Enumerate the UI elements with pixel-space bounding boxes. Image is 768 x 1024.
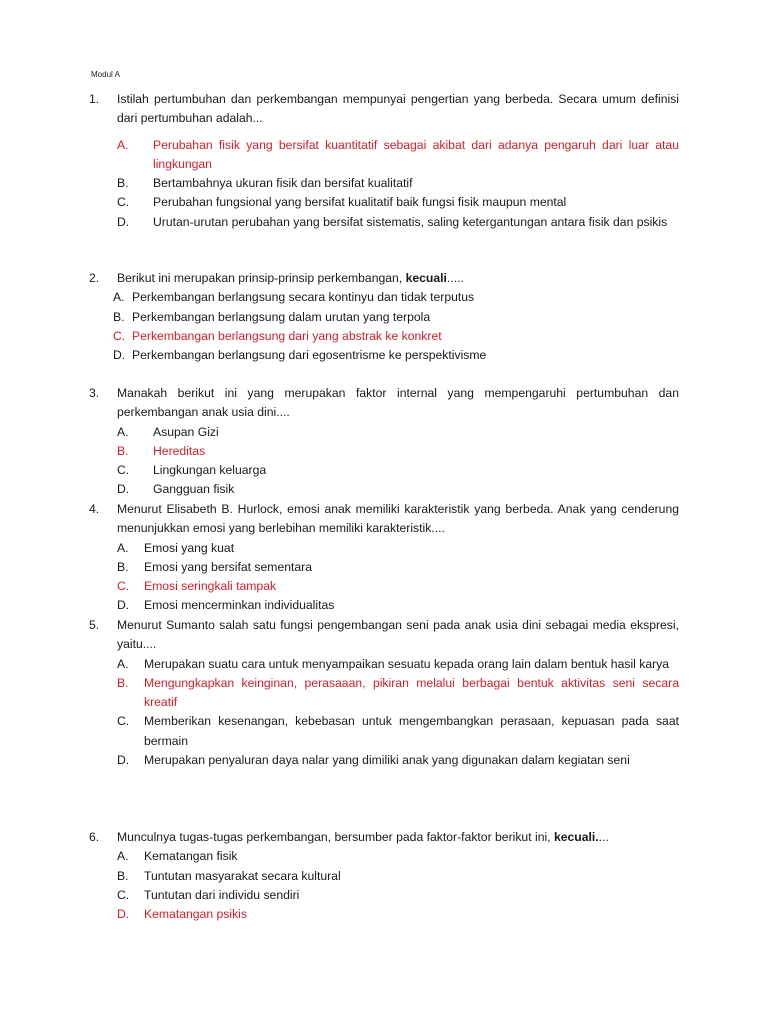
option-a bbox=[117, 655, 679, 674]
option-label: A. bbox=[117, 656, 129, 671]
option-list bbox=[89, 288, 679, 365]
option-d bbox=[117, 751, 679, 770]
option-text: Kematangan psikis bbox=[144, 907, 247, 922]
option-text: Perkembangan berlangsung dari yang abstrak ke konkret bbox=[132, 328, 442, 343]
option-label: A. bbox=[117, 849, 129, 864]
keyword-kecuali: kecuali. bbox=[553, 830, 599, 844]
question-number: 6. bbox=[89, 830, 100, 844]
option-list bbox=[89, 423, 679, 500]
question-text: Munculnya tugas-tugas perkembangan, bersumber pada faktor-faktor berikut ini, kecuali.... bbox=[117, 830, 609, 844]
option-b bbox=[117, 867, 679, 886]
option-text: Merupakan penyaluran daya nalar yang dimiliki anak yang digunakan dalam kegiatan seni bbox=[144, 753, 630, 768]
option-text: Urutan-urutan perubahan yang bersifat sistematis, saling ketergantungan antara fisik dan psikis bbox=[153, 214, 668, 229]
option-label: C. bbox=[117, 195, 130, 210]
option-d bbox=[117, 905, 679, 924]
question-number: 3. bbox=[89, 386, 100, 400]
option-text: Kematangan fisik bbox=[144, 849, 238, 864]
option-label: B. bbox=[117, 443, 129, 458]
question-5 bbox=[89, 616, 679, 770]
option-text: Merupakan suatu cara untuk menyampaikan sesuatu kepada orang lain dalam bentuk hasil karya bbox=[144, 656, 670, 671]
option-label: B. bbox=[117, 868, 129, 883]
option-label: C. bbox=[117, 714, 130, 729]
question-number: 4. bbox=[89, 502, 100, 516]
option-label: B. bbox=[117, 675, 129, 690]
option-label: D. bbox=[117, 753, 130, 768]
option-text: Emosi mencerminkan individualitas bbox=[144, 598, 335, 613]
option-c bbox=[117, 712, 679, 751]
option-label: D. bbox=[117, 214, 130, 229]
option-c bbox=[117, 461, 679, 480]
question-4 bbox=[89, 500, 679, 616]
option-label: B. bbox=[113, 309, 125, 324]
option-label: D. bbox=[117, 482, 130, 497]
question-3 bbox=[89, 384, 679, 500]
option-label: D. bbox=[117, 598, 130, 613]
option-b bbox=[117, 674, 679, 713]
option-d bbox=[117, 213, 679, 232]
option-d bbox=[117, 596, 679, 615]
option-list bbox=[89, 136, 679, 232]
option-text: Mengungkapkan keinginan, perasaaan, pikiran melalui berbagai bentuk aktivitas seni secara kreatif bbox=[144, 675, 679, 710]
option-label: C. bbox=[117, 887, 130, 902]
option-a bbox=[113, 288, 679, 307]
module-header: Modul A bbox=[91, 70, 120, 79]
option-text: Lingkungan keluarga bbox=[153, 463, 267, 478]
question-number: 2. bbox=[89, 271, 100, 285]
option-d bbox=[113, 346, 679, 365]
question-number: 1. bbox=[89, 92, 100, 106]
option-text: Emosi yang bersifat sementara bbox=[144, 559, 312, 574]
option-label: A. bbox=[117, 137, 129, 152]
option-label: C. bbox=[117, 579, 130, 594]
option-text: Emosi seringkali tampak bbox=[144, 579, 277, 594]
keyword-kecuali: kecuali bbox=[405, 271, 447, 285]
option-label: C. bbox=[113, 328, 126, 343]
option-c bbox=[117, 886, 679, 905]
option-b bbox=[117, 174, 679, 193]
option-list bbox=[89, 847, 679, 924]
option-text: Asupan Gizi bbox=[153, 424, 219, 439]
option-text: Gangguan fisik bbox=[153, 482, 235, 497]
question-text: Menurut Sumanto salah satu fungsi pengembangan seni pada anak usia dini sebagai media ekspresi, yaitu.... bbox=[117, 618, 679, 652]
question-text: Menurut Elisabeth B. Hurlock, emosi anak memiliki karakteristik yang berbeda. Anak yang cenderung menunjukkan emosi yang berlebihan memiliki karakteristik.... bbox=[117, 502, 679, 536]
question-number: 5. bbox=[89, 618, 100, 632]
option-c bbox=[113, 327, 679, 346]
option-label: D. bbox=[113, 348, 126, 363]
option-text: Tuntutan masyarakat secara kultural bbox=[144, 868, 341, 883]
option-b bbox=[117, 442, 679, 461]
question-text: Istilah pertumbuhan dan perkembangan mempunyai pengertian yang berbeda. Secara umum definisi dari pertumbuhan adalah... bbox=[117, 92, 679, 126]
option-text: Perkembangan berlangsung secara kontinyu dan tidak terputus bbox=[132, 290, 475, 305]
option-c bbox=[117, 577, 679, 596]
option-a bbox=[117, 539, 679, 558]
question-text: Berikut ini merupakan prinsip-prinsip perkembangan, kecuali..... bbox=[117, 271, 464, 285]
option-b bbox=[117, 558, 679, 577]
option-label: C. bbox=[117, 463, 130, 478]
question-1 bbox=[89, 90, 679, 232]
option-text: Emosi yang kuat bbox=[144, 540, 235, 555]
question-text: Manakah berikut ini yang merupakan faktor internal yang mempengaruhi pertumbuhan dan perkembangan anak usia dini.... bbox=[117, 386, 679, 420]
option-text: Perubahan fungsional yang bersifat kualitatif baik fungsi fisik maupun mental bbox=[153, 195, 567, 210]
option-label: B. bbox=[117, 176, 129, 191]
question-2 bbox=[89, 269, 679, 365]
option-label: A. bbox=[113, 290, 125, 305]
option-text: Tuntutan dari individu sendiri bbox=[144, 887, 300, 902]
option-label: B. bbox=[117, 559, 129, 574]
option-text: Hereditas bbox=[153, 443, 206, 458]
option-text: Perkembangan berlangsung dalam urutan yang terpola bbox=[132, 309, 431, 324]
option-text: Memberikan kesenangan, kebebasan untuk mengembangkan perasaan, kepuasan pada saat bermain bbox=[144, 714, 679, 748]
option-label: A. bbox=[117, 424, 129, 439]
question-6 bbox=[89, 828, 679, 924]
option-text: Perubahan fisik yang bersifat kuantitatif sebagai akibat dari adanya pengaruh dari luar atau lingkungan bbox=[153, 137, 679, 171]
option-text: Bertambahnya ukuran fisik dan bersifat kualitatif bbox=[153, 176, 413, 191]
option-a bbox=[117, 847, 679, 866]
option-list bbox=[89, 539, 679, 616]
option-a bbox=[117, 423, 679, 442]
option-list bbox=[89, 655, 679, 771]
option-c bbox=[117, 193, 679, 212]
option-label: D. bbox=[117, 907, 130, 922]
option-a bbox=[117, 136, 679, 175]
option-b bbox=[113, 308, 679, 327]
option-label: A. bbox=[117, 540, 129, 555]
option-text: Perkembangan berlangsung dari egosentrisme ke perspektivisme bbox=[132, 348, 487, 363]
option-d bbox=[117, 480, 679, 499]
